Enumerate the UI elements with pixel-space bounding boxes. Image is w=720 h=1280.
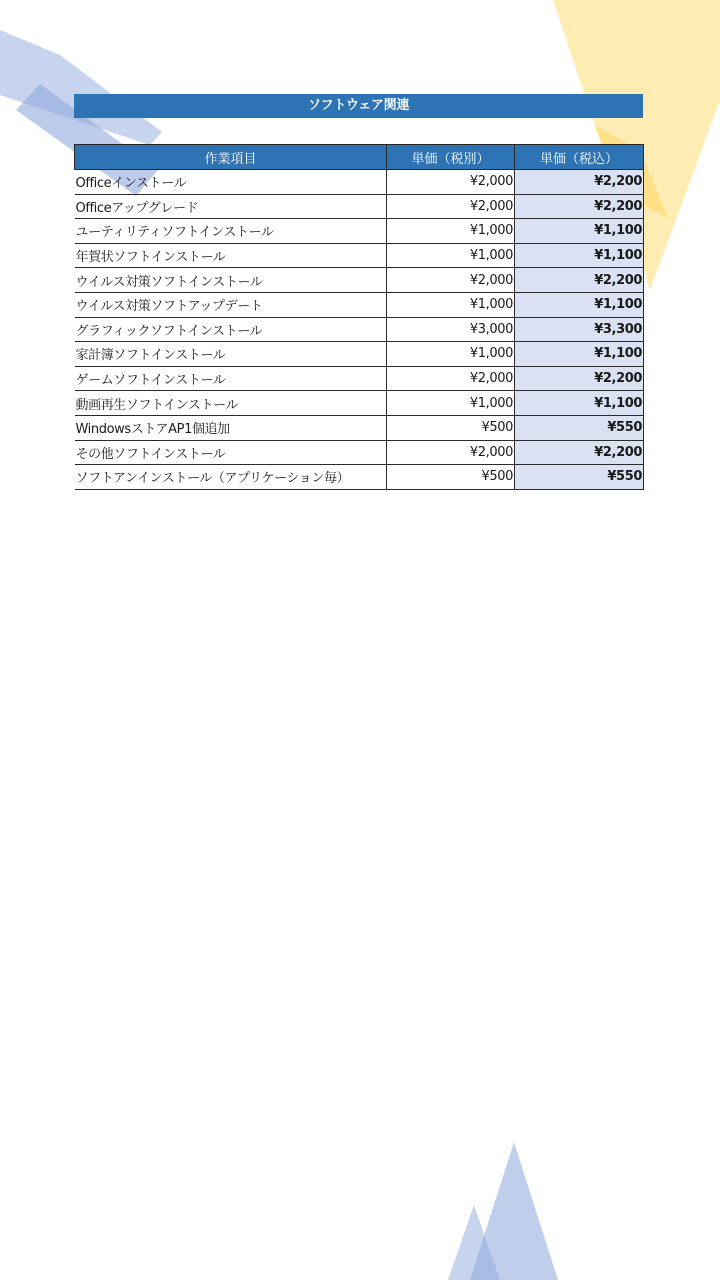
cell-item: ウイルス対策ソフトインストール — [75, 268, 387, 293]
cell-item: ウイルス対策ソフトアップデート — [75, 292, 387, 317]
table-row — [75, 292, 644, 317]
cell-price-incl: ¥1,100 — [515, 219, 644, 244]
cell-price-excl: ¥500 — [387, 415, 515, 440]
cell-item: その他ソフトインストール — [75, 440, 387, 465]
cell-price-incl: ¥550 — [515, 465, 644, 490]
cell-price-excl: ¥2,000 — [387, 170, 515, 195]
cell-price-incl: ¥2,200 — [515, 268, 644, 293]
table-row — [75, 391, 644, 416]
cell-item: ゲームソフトインストール — [75, 366, 387, 391]
table-row — [75, 317, 644, 342]
table-header-row — [75, 145, 644, 170]
cell-price-excl: ¥2,000 — [387, 440, 515, 465]
table-row — [75, 342, 644, 367]
cell-price-incl: ¥2,200 — [515, 440, 644, 465]
cell-price-excl: ¥3,000 — [387, 317, 515, 342]
cell-price-incl: ¥1,100 — [515, 391, 644, 416]
column-header-price-incl-tax: 単価（税込） — [515, 145, 644, 170]
cell-price-excl: ¥500 — [387, 465, 515, 490]
cell-item: 年賀状ソフトインストール — [75, 243, 387, 268]
section-title: ソフトウェア関連 — [74, 94, 643, 118]
cell-item: グラフィックソフトインストール — [75, 317, 387, 342]
column-header-item: 作業項目 — [75, 145, 387, 170]
price-list-section — [74, 94, 643, 490]
cell-item: WindowsストアAP1個追加 — [75, 415, 387, 440]
table-row — [75, 415, 644, 440]
table-row — [75, 440, 644, 465]
cell-price-incl: ¥550 — [515, 415, 644, 440]
cell-price-excl: ¥1,000 — [387, 292, 515, 317]
table-row — [75, 219, 644, 244]
cell-price-incl: ¥3,300 — [515, 317, 644, 342]
cell-price-incl: ¥1,100 — [515, 292, 644, 317]
cell-price-incl: ¥2,200 — [515, 194, 644, 219]
column-header-price-excl-tax: 単価（税別） — [387, 145, 515, 170]
table-row — [75, 465, 644, 490]
cell-item: 動画再生ソフトインストール — [75, 391, 387, 416]
table-row — [75, 366, 644, 391]
cell-price-excl: ¥2,000 — [387, 366, 515, 391]
cell-item: ソフトアンインストール（アプリケーション毎） — [75, 465, 387, 490]
cell-item: ユーティリティソフトインストール — [75, 219, 387, 244]
cell-item: Officeインストール — [75, 170, 387, 195]
cell-price-excl: ¥1,000 — [387, 391, 515, 416]
cell-price-incl: ¥1,100 — [515, 342, 644, 367]
cell-price-excl: ¥1,000 — [387, 219, 515, 244]
cell-price-excl: ¥2,000 — [387, 268, 515, 293]
price-table — [74, 144, 644, 490]
cell-price-incl: ¥2,200 — [515, 366, 644, 391]
cell-price-incl: ¥2,200 — [515, 170, 644, 195]
table-row — [75, 268, 644, 293]
table-row — [75, 194, 644, 219]
cell-item: 家計簿ソフトインストール — [75, 342, 387, 367]
cell-price-excl: ¥2,000 — [387, 194, 515, 219]
table-row — [75, 243, 644, 268]
cell-item: Officeアップグレード — [75, 194, 387, 219]
cell-price-excl: ¥1,000 — [387, 243, 515, 268]
cell-price-excl: ¥1,000 — [387, 342, 515, 367]
cell-price-incl: ¥1,100 — [515, 243, 644, 268]
table-row — [75, 170, 644, 195]
